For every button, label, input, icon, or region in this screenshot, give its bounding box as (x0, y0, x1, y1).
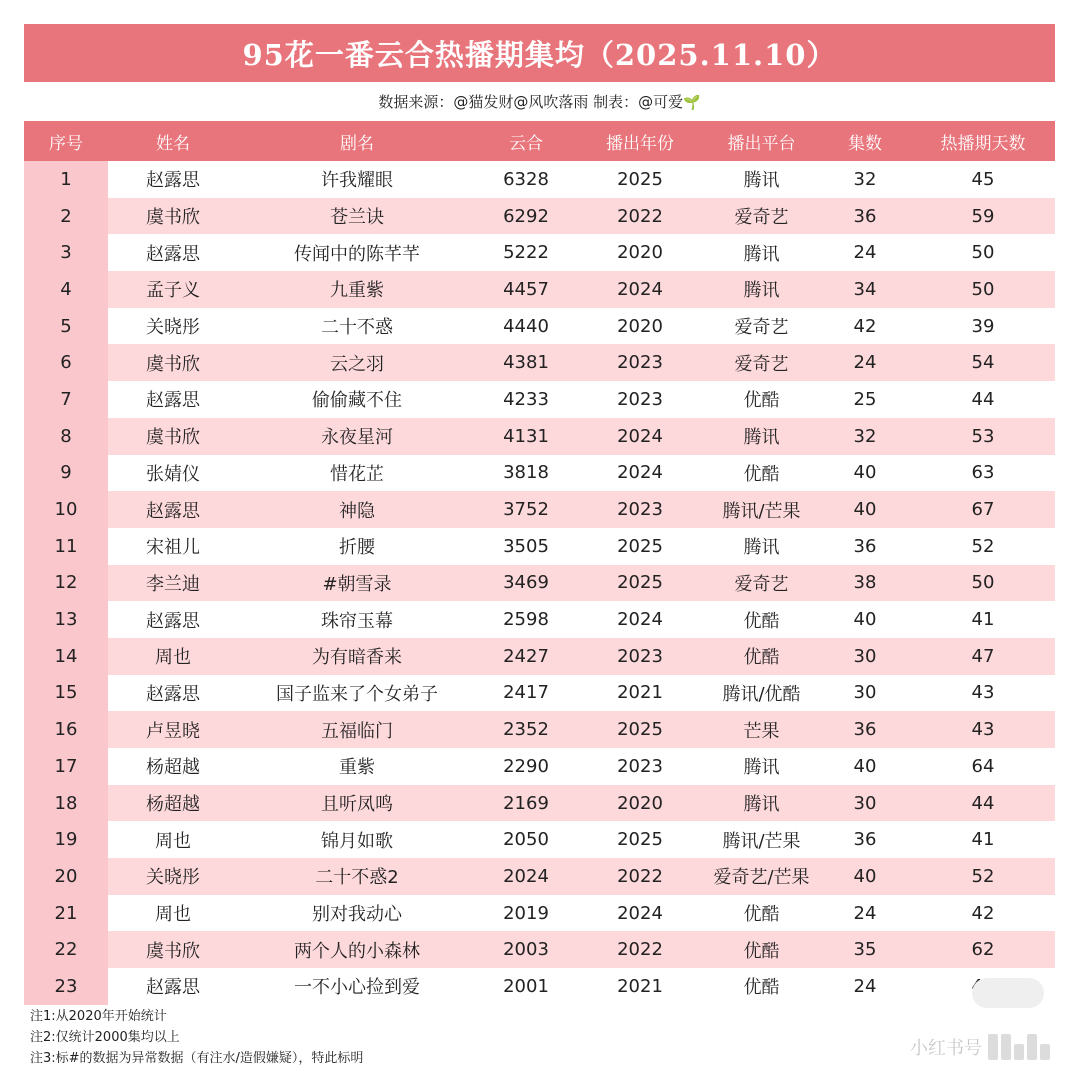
table-cell: 42 (819, 308, 911, 345)
ranking-table (24, 121, 1055, 1005)
table-cell: 21 (24, 895, 108, 932)
table-cell: 神隐 (238, 491, 476, 528)
table-cell: 惜花芷 (238, 455, 476, 492)
table-row (24, 271, 1055, 308)
table-cell: 4457 (476, 271, 576, 308)
sprout-icon: 🌱 (683, 95, 701, 111)
table-cell: 珠帘玉幕 (238, 601, 476, 638)
table-cell: 2050 (476, 821, 576, 858)
table-cell: 36 (819, 821, 911, 858)
table-cell: 2024 (576, 418, 704, 455)
table-cell: 32 (819, 161, 911, 198)
footnotes (30, 1006, 363, 1069)
table-cell: 国子监来了个女弟子 (238, 675, 476, 712)
table-cell: 九重紫 (238, 271, 476, 308)
table-cell: 2021 (576, 675, 704, 712)
table-cell: 36 (819, 198, 911, 235)
table-cell: 2023 (576, 638, 704, 675)
table-cell: 二十不惑2 (238, 858, 476, 895)
table-cell: 44 (911, 785, 1055, 822)
table-cell: 虞书欣 (108, 344, 238, 381)
table-cell: 杨超越 (108, 785, 238, 822)
table-cell: 16 (24, 711, 108, 748)
table-cell: 5 (24, 308, 108, 345)
table-cell: 虞书欣 (108, 198, 238, 235)
table-row (24, 344, 1055, 381)
table-cell: 22 (24, 931, 108, 968)
table-cell: 且听凤鸣 (238, 785, 476, 822)
table-cell: 2 (24, 198, 108, 235)
column-header: 剧名 (238, 121, 476, 161)
column-header: 播出年份 (576, 121, 704, 161)
table-cell: 35 (819, 931, 911, 968)
table-cell: #朝雪录 (238, 565, 476, 602)
table-cell: 锦月如歌 (238, 821, 476, 858)
table-cell: 优酷 (704, 895, 819, 932)
table-cell: 6 (24, 344, 108, 381)
table-cell: 24 (819, 234, 911, 271)
table-cell: 虞书欣 (108, 418, 238, 455)
table-cell: 2417 (476, 675, 576, 712)
table-cell: 43 (911, 711, 1055, 748)
table-cell: 25 (819, 381, 911, 418)
table-row (24, 638, 1055, 675)
table-cell: 优酷 (704, 968, 819, 1005)
table-cell: 爱奇艺/芒果 (704, 858, 819, 895)
table-cell: 2022 (576, 198, 704, 235)
table-cell: 虞书欣 (108, 931, 238, 968)
table-cell: 3 (24, 234, 108, 271)
table-cell: 周也 (108, 821, 238, 858)
table-cell: 2023 (576, 491, 704, 528)
table-cell: 重紫 (238, 748, 476, 785)
table-cell: 两个人的小森林 (238, 931, 476, 968)
table-cell: 3752 (476, 491, 576, 528)
table-cell: 62 (911, 931, 1055, 968)
table-cell: 为有暗香来 (238, 638, 476, 675)
table-cell: 卢昱晓 (108, 711, 238, 748)
table-cell: 15 (24, 675, 108, 712)
table-cell: 50 (911, 565, 1055, 602)
table-row (24, 895, 1055, 932)
table-row (24, 381, 1055, 418)
table-cell: 10 (24, 491, 108, 528)
table-cell: 爱奇艺 (704, 344, 819, 381)
table-cell: 赵露思 (108, 381, 238, 418)
table-cell: 6292 (476, 198, 576, 235)
table-cell: 36 (819, 711, 911, 748)
table-row (24, 234, 1055, 271)
table-row (24, 491, 1055, 528)
column-header: 云合 (476, 121, 576, 161)
table-cell: 41 (911, 601, 1055, 638)
table-cell: 13 (24, 601, 108, 638)
table-cell: 腾讯 (704, 748, 819, 785)
table-cell: 50 (911, 271, 1055, 308)
table-cell: 腾讯 (704, 528, 819, 565)
table-cell: 4381 (476, 344, 576, 381)
column-header: 集数 (819, 121, 911, 161)
table-cell: 2025 (576, 821, 704, 858)
table-row (24, 565, 1055, 602)
table-cell: 腾讯/芒果 (704, 821, 819, 858)
table-cell: 2023 (576, 344, 704, 381)
table-cell: 2024 (476, 858, 576, 895)
table-row (24, 675, 1055, 712)
table-cell: 2022 (576, 931, 704, 968)
watermark-badge (972, 978, 1044, 1008)
table-cell: 赵露思 (108, 234, 238, 271)
table-cell: 12 (24, 565, 108, 602)
table-cell: 腾讯 (704, 785, 819, 822)
table-cell: 2169 (476, 785, 576, 822)
table-cell: 优酷 (704, 455, 819, 492)
table-cell: 40 (819, 858, 911, 895)
table-cell: 67 (911, 491, 1055, 528)
table-cell: 44 (911, 381, 1055, 418)
table-cell: 许我耀眼 (238, 161, 476, 198)
table-row (24, 821, 1055, 858)
table-cell: 优酷 (704, 638, 819, 675)
table-cell: 2024 (576, 601, 704, 638)
watermark-logo-icon (988, 1034, 1050, 1060)
table-cell: 4440 (476, 308, 576, 345)
table-cell: 2025 (576, 565, 704, 602)
table-cell: 11 (24, 528, 108, 565)
table-cell: 一不小心捡到爱 (238, 968, 476, 1005)
table-cell: 腾讯 (704, 234, 819, 271)
table-cell: 6328 (476, 161, 576, 198)
table-cell: 18 (24, 785, 108, 822)
table-row (24, 711, 1055, 748)
table-row (24, 785, 1055, 822)
table-cell: 赵露思 (108, 491, 238, 528)
table-cell: 3505 (476, 528, 576, 565)
table-row (24, 858, 1055, 895)
watermark (910, 1034, 1050, 1060)
table-cell: 14 (24, 638, 108, 675)
table-cell: 2025 (576, 711, 704, 748)
table-cell: 3469 (476, 565, 576, 602)
table-cell: 云之羽 (238, 344, 476, 381)
table-cell: 2019 (476, 895, 576, 932)
table-cell: 40 (819, 601, 911, 638)
table-cell: 腾讯 (704, 161, 819, 198)
table-cell: 1 (24, 161, 108, 198)
table-cell: 芒果 (704, 711, 819, 748)
table-cell: 45 (911, 161, 1055, 198)
table-cell: 2020 (576, 308, 704, 345)
table-cell: 54 (911, 344, 1055, 381)
table-cell: 7 (24, 381, 108, 418)
column-header: 姓名 (108, 121, 238, 161)
watermark-text: 小红书号 (910, 1038, 982, 1059)
column-header: 热播期天数 (911, 121, 1055, 161)
table-cell: 关晓彤 (108, 858, 238, 895)
table-row (24, 308, 1055, 345)
data-source-text: 数据来源：@猫发财@风吹落雨 制表：@可爱 (378, 93, 684, 111)
table-cell: 赵露思 (108, 968, 238, 1005)
table-row (24, 528, 1055, 565)
column-header: 序号 (24, 121, 108, 161)
table-cell: 孟子义 (108, 271, 238, 308)
table-row (24, 968, 1055, 1005)
table-cell: 19 (24, 821, 108, 858)
table-cell: 50 (911, 234, 1055, 271)
table-cell: 24 (819, 895, 911, 932)
table-cell: 杨超越 (108, 748, 238, 785)
table-row (24, 601, 1055, 638)
table-row (24, 161, 1055, 198)
table-cell: 赵露思 (108, 675, 238, 712)
table-row (24, 455, 1055, 492)
table-cell: 2020 (576, 234, 704, 271)
table-cell: 永夜星河 (238, 418, 476, 455)
table-cell: 9 (24, 455, 108, 492)
table-cell: 优酷 (704, 931, 819, 968)
table-cell: 39 (911, 308, 1055, 345)
title-banner (24, 24, 1055, 82)
table-cell: 30 (819, 675, 911, 712)
table-cell: 腾讯/芒果 (704, 491, 819, 528)
table-cell: 传闻中的陈芊芊 (238, 234, 476, 271)
table-cell: 43 (911, 675, 1055, 712)
table-cell: 2024 (576, 895, 704, 932)
column-header: 播出平台 (704, 121, 819, 161)
table-cell: 优酷 (704, 381, 819, 418)
table-cell: 2023 (576, 748, 704, 785)
table-cell: 偷偷藏不住 (238, 381, 476, 418)
table-row (24, 748, 1055, 785)
table-cell: 宋祖儿 (108, 528, 238, 565)
table-cell: 2001 (476, 968, 576, 1005)
table-cell: 关晓彤 (108, 308, 238, 345)
table-cell: 2598 (476, 601, 576, 638)
table-cell: 64 (911, 748, 1055, 785)
table-cell: 20 (24, 858, 108, 895)
table-cell: 苍兰诀 (238, 198, 476, 235)
table-cell: 2025 (576, 161, 704, 198)
table-cell: 40 (819, 491, 911, 528)
table-cell: 30 (819, 638, 911, 675)
table-cell: 5222 (476, 234, 576, 271)
table-cell: 17 (24, 748, 108, 785)
table-cell: 41 (911, 821, 1055, 858)
table-cell: 40 (819, 455, 911, 492)
table-cell: 腾讯 (704, 271, 819, 308)
table-cell: 赵露思 (108, 161, 238, 198)
table-cell: 2022 (576, 858, 704, 895)
table-cell: 52 (911, 528, 1055, 565)
table-cell: 2290 (476, 748, 576, 785)
table-cell: 2024 (576, 271, 704, 308)
table-cell: 周也 (108, 638, 238, 675)
table-cell: 3818 (476, 455, 576, 492)
data-source-line (24, 88, 1055, 116)
table-cell: 五福临门 (238, 711, 476, 748)
table-cell: 赵露思 (108, 601, 238, 638)
table-cell: 优酷 (704, 601, 819, 638)
table-cell: 38 (819, 565, 911, 602)
table-cell: 36 (819, 528, 911, 565)
table-cell: 8 (24, 418, 108, 455)
table-cell: 32 (819, 418, 911, 455)
table-cell: 63 (911, 455, 1055, 492)
table-cell: 30 (819, 785, 911, 822)
table-cell: 42 (911, 895, 1055, 932)
footnote-1: 注1:从2020年开始统计 (30, 1009, 167, 1024)
table-cell: 李兰迪 (108, 565, 238, 602)
table-row (24, 198, 1055, 235)
table-cell: 二十不惑 (238, 308, 476, 345)
table-row (24, 418, 1055, 455)
footnote-2: 注2:仅统计2000集均以上 (30, 1030, 180, 1045)
table-cell: 2024 (576, 455, 704, 492)
table-cell: 爱奇艺 (704, 198, 819, 235)
table-cell: 53 (911, 418, 1055, 455)
table-cell: 4 (24, 271, 108, 308)
table-cell: 24 (819, 968, 911, 1005)
footnote-3: 注3:标#的数据为异常数据（有注水/造假嫌疑），特此标明 (30, 1051, 364, 1066)
table-cell: 24 (819, 344, 911, 381)
table-cell: 折腰 (238, 528, 476, 565)
table-cell: 张婧仪 (108, 455, 238, 492)
table-cell: 23 (24, 968, 108, 1005)
table-header-row (24, 121, 1055, 161)
table-cell: 2427 (476, 638, 576, 675)
table-cell: 2021 (576, 968, 704, 1005)
table-cell: 59 (911, 198, 1055, 235)
table-cell: 34 (819, 271, 911, 308)
table-cell: 4233 (476, 381, 576, 418)
table-cell: 2003 (476, 931, 576, 968)
table-cell: 爱奇艺 (704, 308, 819, 345)
table-cell: 别对我动心 (238, 895, 476, 932)
table-cell: 腾讯/优酷 (704, 675, 819, 712)
table-cell: 2020 (576, 785, 704, 822)
table-cell: 腾讯 (704, 418, 819, 455)
table-cell: 47 (911, 638, 1055, 675)
table-cell: 40 (819, 748, 911, 785)
table-cell: 52 (911, 858, 1055, 895)
page-title: 95花一番云合热播期集均（2025.11.10） (242, 37, 837, 72)
table-cell: 2023 (576, 381, 704, 418)
table-cell: 2352 (476, 711, 576, 748)
table-cell: 爱奇艺 (704, 565, 819, 602)
table-body (24, 161, 1055, 1005)
table-cell: 4131 (476, 418, 576, 455)
table-cell: 2025 (576, 528, 704, 565)
table-row (24, 931, 1055, 968)
table-cell: 周也 (108, 895, 238, 932)
